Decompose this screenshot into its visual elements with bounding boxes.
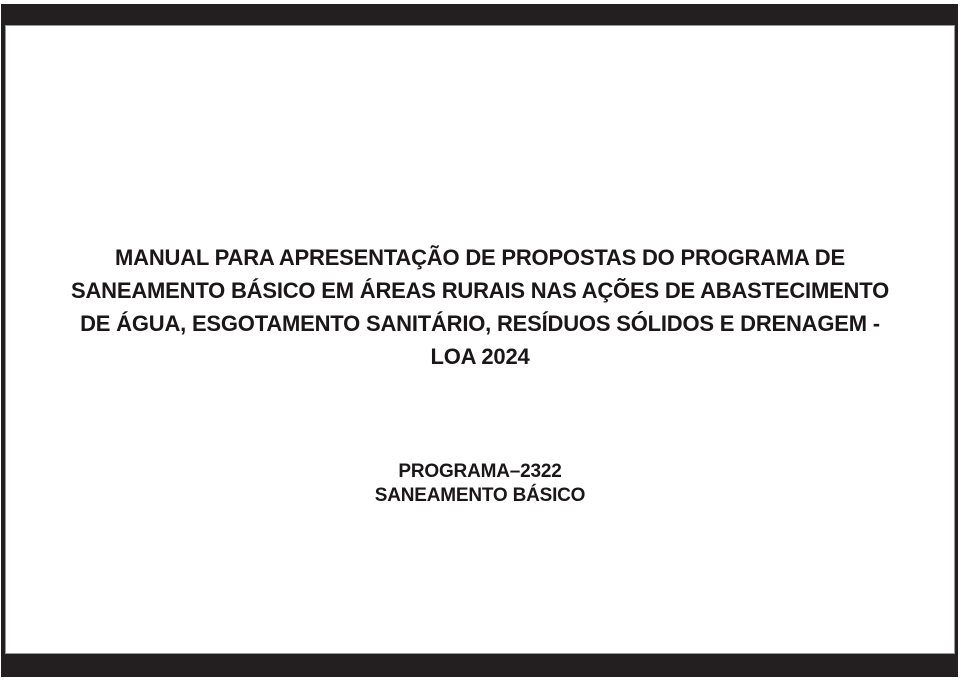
document-subtitle — [6, 460, 954, 508]
viewer-background — [1, 4, 958, 677]
title-line-4: LOA 2024 — [430, 344, 530, 369]
document-title — [6, 241, 954, 373]
subtitle-line-program: PROGRAMA–2322 — [398, 461, 562, 482]
title-line-2: SANEAMENTO BÁSICO EM ÁREAS RURAIS NAS AÇÕES DE ABASTECIMENTO — [71, 278, 889, 303]
subtitle-line-name: SANEAMENTO BÁSICO — [374, 485, 586, 506]
title-line-3: DE ÁGUA, ESGOTAMENTO SANITÁRIO, RESÍDUOS SÓLIDOS E DRENAGEM - — [80, 311, 880, 336]
title-line-1: MANUAL PARA APRESENTAÇÃO DE PROPOSTAS DO PROGRAMA DE — [115, 245, 845, 270]
document-page — [5, 25, 955, 654]
